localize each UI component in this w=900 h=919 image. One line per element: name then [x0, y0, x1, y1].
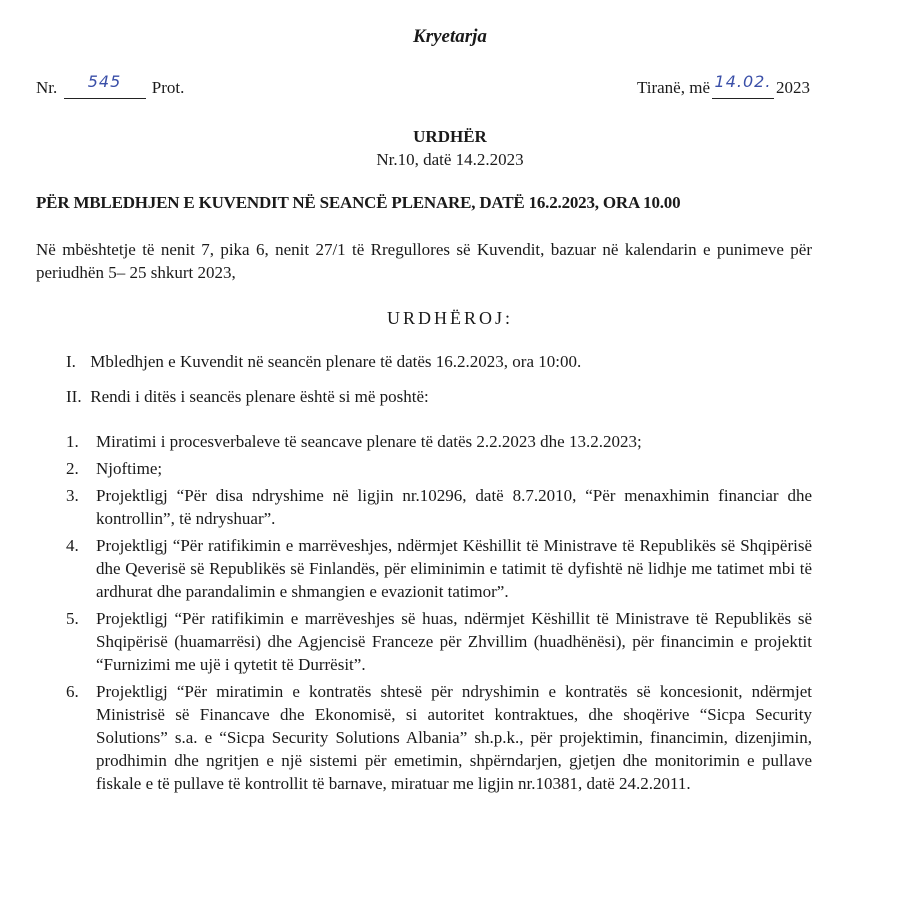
point-text: Mbledhjen e Kuvendit në seancën plenare të datës 16.2.2023, ora 10:00.	[90, 352, 582, 371]
protocol-number-field	[64, 72, 146, 99]
agenda-item-text: Njoftime;	[96, 459, 163, 478]
point-one	[66, 352, 581, 372]
agenda-item-number: 5.	[66, 609, 79, 628]
order-number-date: Nr.10, datë 14.2.2023	[376, 150, 524, 169]
agenda-item-text: Miratimi i procesverbaleve të seancave plenare të datës 2.2.2023 dhe 13.2.2023;	[96, 432, 642, 451]
agenda-item	[66, 457, 812, 480]
agenda-item-text: Projektligj “Për disa ndryshime në ligjin nr.10296, datë 8.7.2010, “Për menaxhimin financiar dhe kontrollin”, të ndryshuar”.	[96, 486, 812, 528]
agenda-item-number: 3.	[66, 486, 79, 505]
issuer-title: Kryetarja	[413, 26, 487, 47]
date-handwritten: 14.02.	[714, 72, 772, 91]
place-label: Tiranë, më	[636, 78, 710, 97]
agenda-item	[66, 607, 812, 676]
agenda-item	[66, 534, 812, 603]
protocol-suffix: Prot.	[151, 78, 185, 97]
protocol-prefix: Nr.	[36, 78, 58, 97]
date-field	[712, 72, 774, 99]
agenda-item-number: 1.	[66, 432, 79, 451]
agenda-item-text: Projektligj “Për miratimin e kontratës shtesë për ndryshimin e kontratës së koncesionit, ndërmjet Ministrisë së Financave dhe Ekonomisë, si autoritet kontraktues, dhe shoqërive “Sicpa Security Solutions” s.a. e “Sicpa Security Solutions Albania” sh.p.k., për projektimin, financimin, dizenjimin, prodhimin dhe ngritjen e një sistemi për emetimin, shpërndarjen, gjetjen dhe monitorimin e pullave fiskale e të pullave të kontrollit të barnave, miratuar me ligjin nr.10381, datë 24.2.2011.	[96, 682, 812, 793]
protocol-number-handwritten: 545	[87, 72, 122, 91]
agenda-item-text: Projektligj “Për ratifikimin e marrëveshjes, ndërmjet Këshillit të Ministrave të Republikës së Shqipërisë dhe Qeverisë së Republikës së Finlandës, për eliminimin e tatimit të dyfishtë në lidhje me tatimet mbi të ardhurat dhe parandalimin e shmangien e evazionit tatimor”.	[96, 536, 812, 601]
agenda-item	[66, 484, 812, 530]
point-numeral: I.	[66, 352, 76, 371]
order-title: URDHËR	[413, 127, 487, 146]
agenda-list	[66, 430, 812, 799]
agenda-item-number: 6.	[66, 682, 79, 701]
agenda-item	[66, 680, 812, 795]
legal-basis-paragraph: Në mbështetje të nenit 7, pika 6, nenit 27/1 të Rregullores së Kuvendit, bazuar në kalendarin e punimeve për periudhën 5– 25 shkurt 2023,	[36, 240, 812, 282]
agenda-item-text: Projektligj “Për ratifikimin e marrëveshjes së huas, ndërmjet Këshillit të Ministrave të Republikës së Shqipërisë (huamarrësi) dhe Agjencisë Franceze për Zhvillim (huadhënësi), për financimin e projektit “Furnizimi me ujë i qytetit të Durrësit”.	[96, 609, 812, 674]
place-date-line	[636, 72, 810, 99]
agenda-item-number: 4.	[66, 536, 79, 555]
decree-heading: URDHËROJ:	[386, 308, 513, 328]
agenda-item-number: 2.	[66, 459, 79, 478]
agenda-item	[66, 430, 812, 453]
point-numeral: II.	[66, 387, 82, 406]
date-year: 2023	[776, 78, 810, 97]
point-two	[66, 387, 429, 407]
order-subject: PËR MBLEDHJEN E KUVENDIT NË SEANCË PLENARE, DATË 16.2.2023, ORA 10.00	[36, 193, 681, 212]
protocol-number-line	[36, 72, 185, 99]
point-text: Rendi i ditës i seancës plenare është si më poshtë:	[90, 387, 429, 406]
